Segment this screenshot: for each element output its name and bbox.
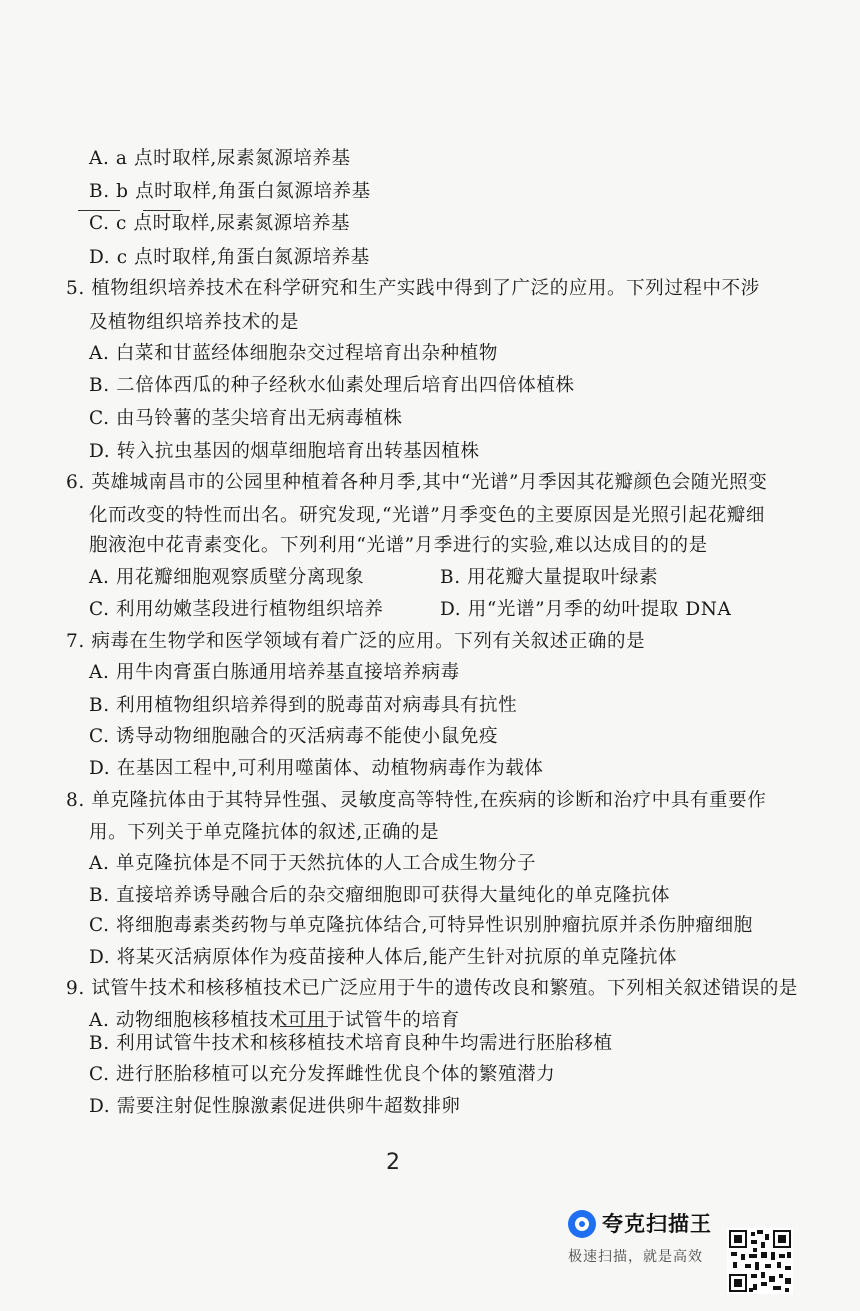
brand-name: 夸克扫描王 xyxy=(602,1212,712,1236)
question-stem: 7. 病毒在生物学和医学领域有着广泛的应用。下列有关叙述正确的是 xyxy=(66,631,646,652)
option-line: B. 二倍体西瓜的种子经秋水仙素处理后培育出四倍体植株 xyxy=(89,375,575,396)
option-line: B. 直接培养诱导融合后的杂交瘤细胞即可获得大量纯化的单克隆抗体 xyxy=(89,885,671,906)
option-line: A. 用牛肉膏蛋白胨通用培养基直接培养病毒 xyxy=(89,662,460,683)
option-line: C. 利用幼嫩茎段进行植物组织培养 xyxy=(89,599,384,620)
option-line: C. c 点时取样,尿素氮源培养基 xyxy=(89,213,351,234)
question-stem: 9. 试管牛技术和核移植技术已广泛应用于牛的遗传改良和繁殖。下列相关叙述错误的是 xyxy=(66,978,799,999)
question-stem: 5. 植物组织培养技术在科学研究和生产实践中得到了广泛的应用。下列过程中不涉 xyxy=(66,278,760,299)
option-line: A. 动物细胞核移植技术可用于试管牛的培育 xyxy=(89,1010,460,1031)
question-stem-continued: 及植物组织培养技术的是 xyxy=(89,312,300,333)
quark-logo-icon xyxy=(568,1210,596,1238)
question-stem: 8. 单克隆抗体由于其特异性强、灵敏度高等特性,在疾病的诊断和治疗中具有重要作 xyxy=(66,790,767,811)
handwritten-mark xyxy=(280,1026,328,1027)
option-line: B. 利用试管牛技术和核移植技术培育良种牛均需进行胚胎移植 xyxy=(89,1033,613,1054)
scanner-watermark xyxy=(568,1206,728,1276)
option-line: C. 进行胚胎移植可以充分发挥雌性优良个体的繁殖潜力 xyxy=(89,1064,556,1085)
option-line: C. 将细胞毒素类药物与单克隆抗体结合,可特异性识别肿瘤抗原并杀伤肿瘤细胞 xyxy=(89,915,753,936)
option-line: D. 用“光谱”月季的幼叶提取 DNA xyxy=(440,599,732,620)
brand-slogan: 极速扫描，就是高效 xyxy=(568,1249,703,1265)
handwritten-mark xyxy=(78,210,120,211)
option-line: D. 需要注射促性腺激素促进供卵牛超数排卵 xyxy=(89,1096,461,1117)
question-stem-continued: 用。下列关于单克隆抗体的叙述,正确的是 xyxy=(89,822,440,843)
question-stem-continued: 化而改变的特性而出名。研究发现,“光谱”月季变色的主要原因是光照引起花瓣细 xyxy=(89,505,765,526)
option-line: A. 单克隆抗体是不同于天然抗体的人工合成生物分子 xyxy=(89,853,537,874)
option-line: A. 白菜和甘蓝经体细胞杂交过程培育出杂种植物 xyxy=(89,343,498,364)
question-stem-continued: 胞液泡中花青素变化。下列利用“光谱”月季进行的实验,难以达成目的的是 xyxy=(89,535,708,556)
option-line: D. 在基因工程中,可利用噬菌体、动植物病毒作为载体 xyxy=(89,758,544,779)
handwritten-mark xyxy=(143,210,181,211)
question-stem: 6. 英雄城南昌市的公园里种植着各种月季,其中“光谱”月季因其花瓣颜色会随光照变 xyxy=(66,472,768,493)
option-line: B. b 点时取样,角蛋白氮源培养基 xyxy=(89,181,371,202)
option-line: B. 利用植物组织培养得到的脱毒苗对病毒具有抗性 xyxy=(89,695,518,716)
option-line: D. c 点时取样,角蛋白氮源培养基 xyxy=(89,247,370,268)
option-line: C. 诱导动物细胞融合的灭活病毒不能使小鼠免疫 xyxy=(89,726,499,747)
option-line: D. 将某灭活病原体作为疫苗接种人体后,能产生针对抗原的单克隆抗体 xyxy=(89,947,678,968)
option-line: C. 由马铃薯的茎尖培育出无病毒植株 xyxy=(89,408,403,429)
option-line: D. 转入抗虫基因的烟草细胞培育出转基因植株 xyxy=(89,441,480,462)
page-number: 2 xyxy=(386,1150,400,1175)
option-line: A. a 点时取样,尿素氮源培养基 xyxy=(89,148,351,169)
qr-code-icon xyxy=(727,1228,793,1294)
option-line: A. 用花瓣细胞观察质壁分离现象 xyxy=(89,567,365,588)
option-line: B. 用花瓣大量提取叶绿素 xyxy=(440,567,659,588)
